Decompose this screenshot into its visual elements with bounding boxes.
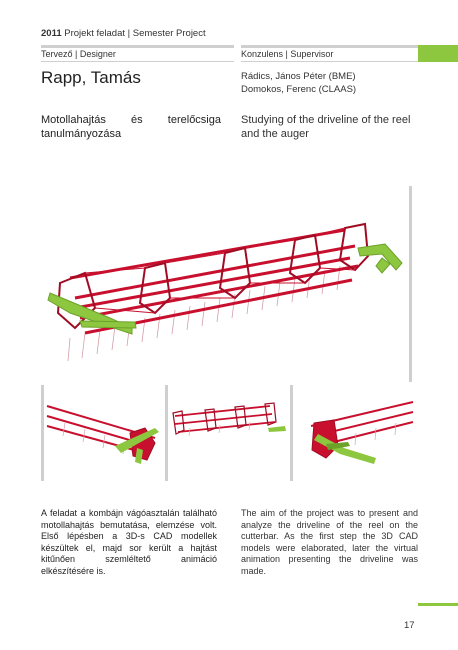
- thumbnail-reel-left: [45, 398, 163, 468]
- designer-label: Tervező | Designer: [41, 49, 116, 59]
- description-en: The aim of the project was to present and analyze the driveline of the reel on the cutterbar. As the first step the 3D CAD models were elaborated, later the virtual animation presenting the driveline was made.: [241, 508, 418, 576]
- description-hu: A feladat a kombájn vágóasztalán található motollahajtás bemutatása, elemzése volt. Első lépésben a 3D-s CAD modellek készültek el, majd sor került a hajtást kitűnően szemléltető animáció elkészítésére is.: [41, 508, 217, 576]
- project-title-en: Studying of the driveline of the reel and the auger: [241, 114, 411, 140]
- accent-bar-bottom: [418, 603, 458, 606]
- page-number: 17: [404, 620, 415, 631]
- label-divider-left: [41, 61, 234, 62]
- label-divider-right: [241, 61, 418, 62]
- supervisor-list: [241, 70, 356, 96]
- project-title-hu-line2: tanulmányozása: [41, 128, 122, 140]
- thumb-divider-2: [165, 385, 168, 481]
- thumb-divider-1: [41, 385, 44, 481]
- main-reel-render: [40, 218, 408, 368]
- supervisor-label: Konzulens | Supervisor: [241, 49, 334, 59]
- accent-tab-top: [418, 45, 458, 62]
- supervisor-2: Domokos, Ferenc (CLAAS): [241, 84, 357, 95]
- supervisor-1: Rádics, János Péter (BME): [241, 71, 356, 82]
- project-title-hu: [41, 113, 221, 141]
- header-year: 2011: [41, 28, 62, 39]
- designer-name: Rapp, Tamás: [41, 68, 141, 87]
- thumbnail-reel-center: [170, 398, 288, 468]
- thumb-divider-3: [290, 385, 293, 481]
- main-figure-divider: [409, 186, 412, 382]
- header-divider-right: [241, 45, 418, 48]
- header-title-text: Projekt feladat | Semester Project: [61, 28, 206, 39]
- document-header: [41, 28, 206, 39]
- thumbnail-reel-right: [296, 398, 414, 468]
- header-divider-left: [41, 45, 234, 48]
- project-title-hu-line1: Motollahajtás és terelőcsiga: [41, 114, 221, 126]
